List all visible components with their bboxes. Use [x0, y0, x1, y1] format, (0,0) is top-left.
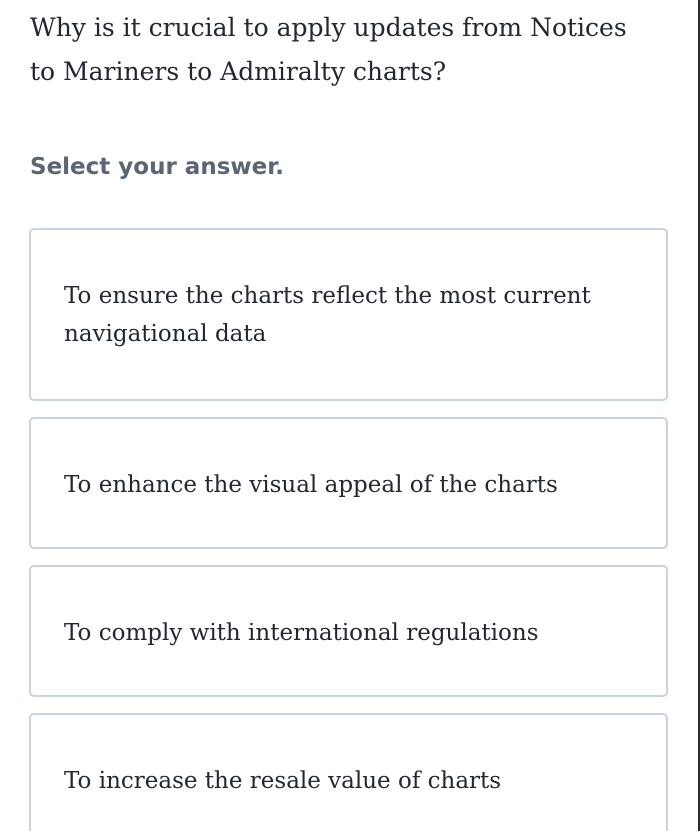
- answer-option-4[interactable]: [29, 713, 668, 831]
- answer-option-1-label: To ensure the charts reflect the most current navigational data: [64, 283, 591, 347]
- answer-option-2[interactable]: [29, 417, 668, 549]
- answer-option-3[interactable]: [29, 565, 668, 697]
- question-text: Why is it crucial to apply updates from Notices to Mariners to Admiralty charts?: [30, 13, 627, 86]
- answer-option-2-label: To enhance the visual appeal of the charts: [64, 472, 558, 498]
- answer-option-1[interactable]: [29, 228, 668, 401]
- answer-instruction: Select your answer.: [30, 154, 285, 180]
- answer-option-4-label: To increase the resale value of charts: [64, 768, 502, 794]
- answer-option-3-label: To comply with international regulations: [64, 620, 539, 646]
